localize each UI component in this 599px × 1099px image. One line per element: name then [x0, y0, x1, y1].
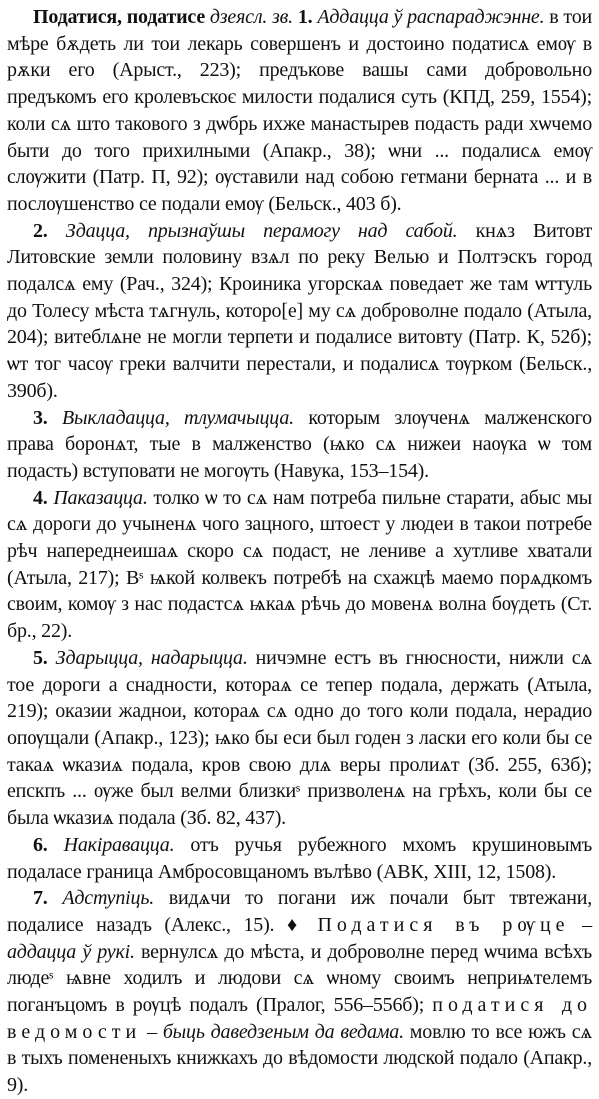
sense-text: кнѧз Витовт Литовские земли половину взѧл по реку Велью и Полтэскъ город подалсѧ ему (Рач., 324); Кроиника угорскаѧ поведает же там ѡттуль до Толесу мѣста тѧгнуль, которо[е] му сѧ доброволне подало (Атыла, 204); витеблѧне не могли терпети и подалисе витовту (Патр. К, 52б); ѡт тог часѹ греки валчити перестали, и подалисѧ тѹрком (Бельск., 390б).: [7, 219, 592, 402]
sense-number: 1.: [297, 6, 313, 28]
sense-gloss: Здарыцца, надарыцца.: [55, 646, 248, 669]
sense-text: отъ ручья рубежного мхомъ крушиновымъ подаласе граница Амбросовщаномъ вълѣво (АВК, XIII, 12, 1508).: [7, 833, 592, 883]
sense-text: ничэмне естъ въ гнюсности, нижли сѧ тое дороги а снадности, котораѧ се тепер подала, держать (Атыла, 219); оказии жаднои, котораѧ сѧ одно до того коли подала, нерадио опѹщали (Апакр., 123); ѩко бы еси был годен з ласки его коли бы се такаѧ ѡказиѧ подала, кров свою длѧ веры пролиѧт (Зб. 255, 63б); епскпъ ... ѹже был велми близкиˢ призволенѧ на грѣхъ, коли бы се была ѡказиѧ подала (Зб. 82, 437).: [7, 646, 592, 830]
sense-number: 5.: [33, 646, 48, 669]
grammar-label: дзеясл. зв.: [209, 6, 293, 28]
sense-number: 3.: [33, 406, 48, 429]
phrase-marker: ♦: [286, 913, 305, 936]
entry-sense-7: [7, 885, 592, 1099]
entry-sense-4: [7, 485, 592, 645]
entry-sense-2: [7, 218, 592, 405]
sense-number: 4.: [33, 486, 48, 509]
phrase-dash: –: [141, 1020, 163, 1043]
phrase-dash: –: [569, 913, 592, 936]
phrase-gloss: быць даведзеным да ведама.: [162, 1020, 404, 1043]
sense-gloss: Накіравацца.: [63, 833, 175, 856]
sense-gloss: Выкладацца, тлумачыцца.: [62, 406, 294, 429]
sense-text: в тои мѣре бѫдеть ли тои лекарь совершенъ и достоино податисѧ емѹ в рѫки его (Арыст., 223); предъкове вашы сами добровольно предъкомъ его кролевъскоє милости подалися суть (КПД, 259, 1554); коли сѧ што такового з дѡбрь ихже манастырев подасть ради хѡчемо быти до того прихилными (Апакр., 38); ѡни ... подалисѧ емѹ слѹжити (Патр. П, 92); ѹставили над собою гетмани берната ... и в послѹшенство се подали емѹ (Бельск., 403 б).: [7, 6, 592, 215]
phrase-headword: податися до ведомости: [7, 994, 592, 1043]
entry-sense-6: [7, 832, 592, 885]
phrase-gloss: аддацца ў рукі.: [7, 940, 135, 963]
sense-number: 2.: [33, 219, 48, 242]
sense-number: 6.: [33, 833, 48, 856]
entry-sense-3: [7, 405, 592, 485]
headword: Податися, податисе: [33, 6, 205, 28]
sense-number: 7.: [33, 887, 48, 910]
sense-gloss: Адступіць.: [62, 887, 155, 910]
sense-text: которым злѹченѧ малженского права боронѧт, тые в малженство (ѩко сѧ нижеи наѹка ѡ том подасть) вступовати не могѹть (Навука, 153–154).: [7, 406, 592, 482]
entry-sense-5: [7, 645, 592, 832]
entry-sense-1: [7, 4, 592, 218]
phrase-text: мовлю то все южъ сѧ в тыхъ помененыхъ книжкахъ до вѣдомости людской подало (Апакр., 9).: [7, 1020, 592, 1097]
phrase-headword: Податися въ рѹце: [317, 913, 570, 936]
sense-text: толко ѡ то сѧ нам потреба пильне старати, абыс мы сѧ дороги до учыненѧ чого зацного, штоест у людеи в такои потребе рѣч напереднеишаѧ скоро сѧ подаст, не лениве а хутливе хватали (Атыла, 217); Вˢ ѩкой колвекъ потребѣ на схажцѣ маемо порѧдкомъ своим, комѹ з нас подастсѧ ѩкаѧ рѣчь до мовенѧ волна бѹдеть (Ст. бр., 22).: [7, 486, 592, 643]
phrase-text: вернулсѧ до мѣста, и доброволне перед ѡчима всѣхъ людеˢ ѩвне ходилъ и людови сѧ ѡному своимъ неприѩтелемъ поганъцомъ в рѹцѣ подалъ (Пралог, 556–556б);: [7, 940, 592, 1017]
sense-gloss: Здацца, прызнаўшы перамогу над сабой.: [65, 219, 458, 242]
sense-gloss: Паказацца.: [53, 486, 148, 509]
sense-gloss: Аддацца ў распараджэнне.: [317, 6, 545, 28]
sense-text: видѧчи то погани иж почали быт твтежани, подалисе назадъ (Алекс., 15).: [7, 887, 592, 936]
